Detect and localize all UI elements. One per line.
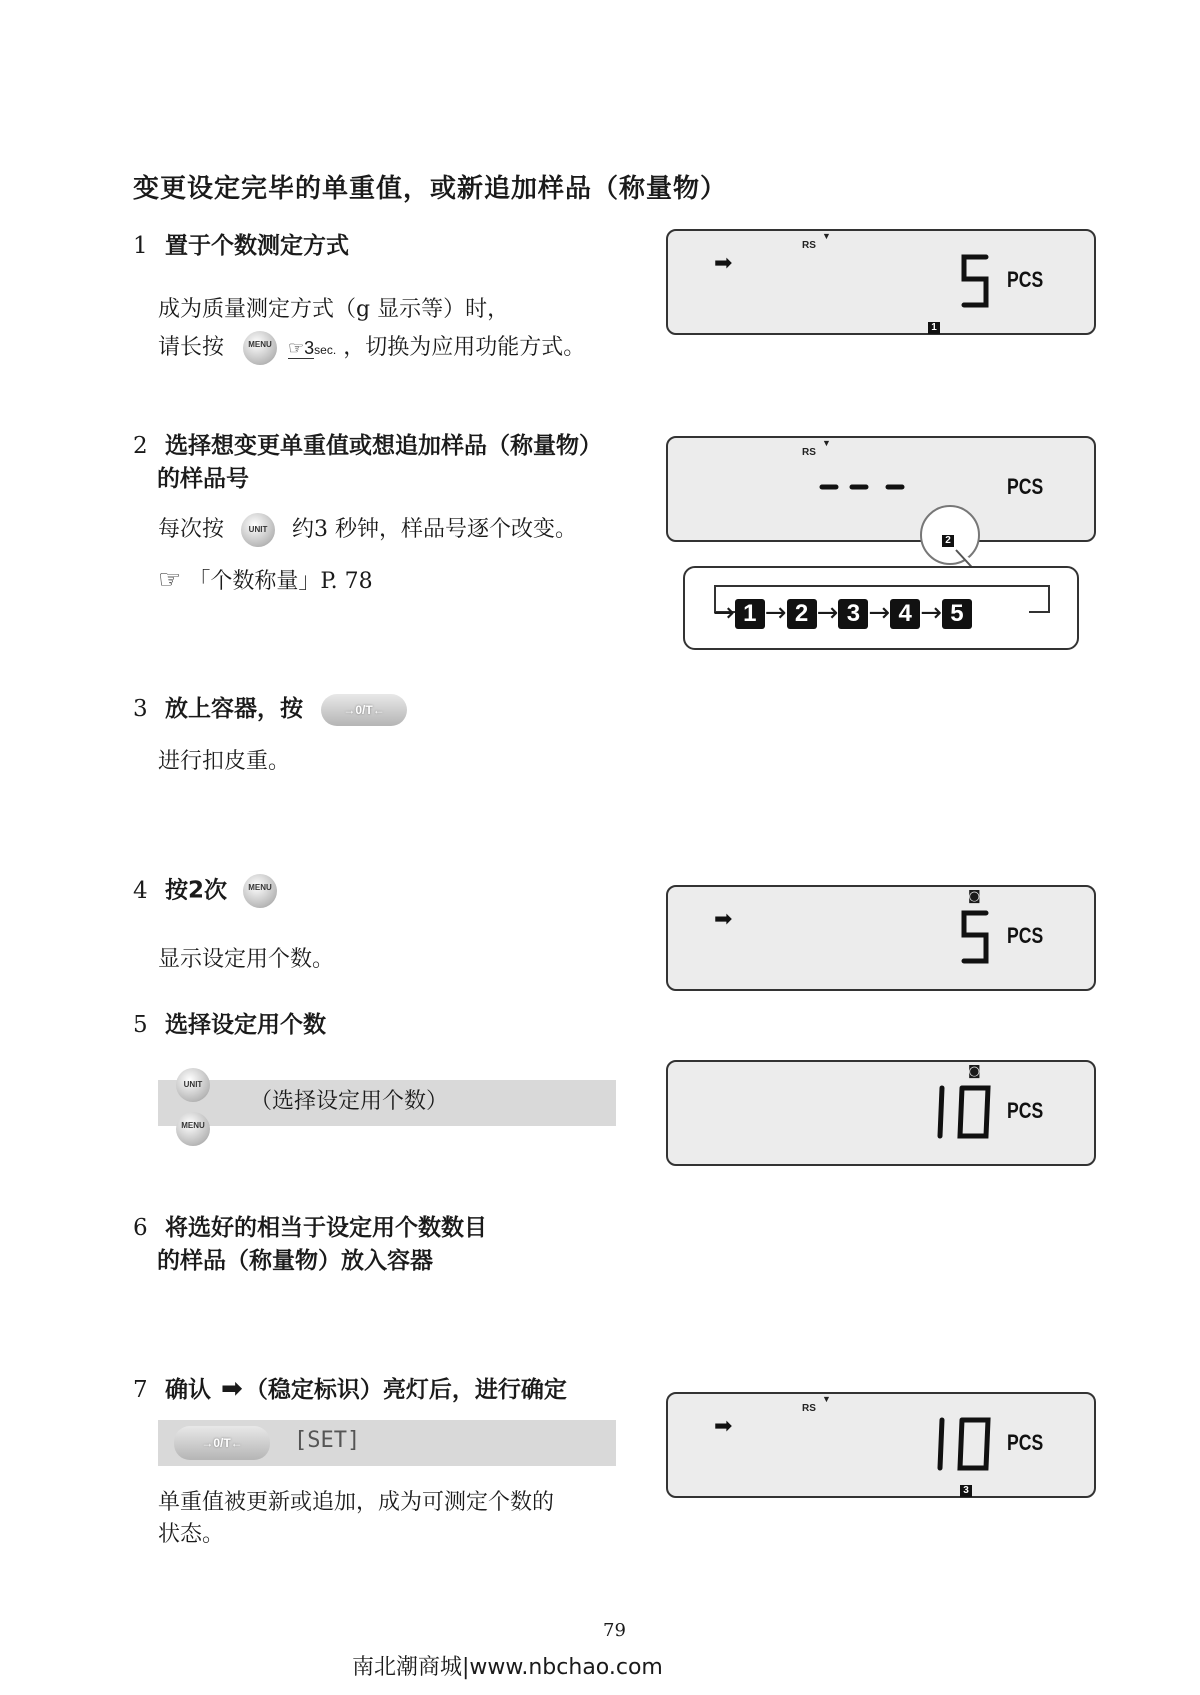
stable-arrow-icon: ➡ bbox=[221, 1374, 243, 1404]
step-title: 选择设定用个数 bbox=[165, 1012, 327, 1038]
step-2-text-1b: 约3 秒钟，样品号逐个改变。 bbox=[292, 517, 578, 542]
stable-arrow-icon: ➡ bbox=[714, 251, 733, 276]
unit-pcs: PCS bbox=[1007, 474, 1044, 499]
step-number: 7 bbox=[133, 1377, 148, 1403]
sample-2-badge: 2 bbox=[787, 599, 817, 629]
menu-label: MENU bbox=[248, 883, 272, 892]
menu-button-icon bbox=[243, 331, 277, 365]
sample-5-badge: 5 bbox=[942, 599, 972, 629]
lcd-display-2 bbox=[666, 436, 1096, 542]
step-7-band bbox=[158, 1420, 616, 1466]
seg-digit-5 bbox=[958, 253, 992, 309]
seg-digits-10 bbox=[934, 1084, 994, 1142]
dashes-display bbox=[818, 482, 918, 492]
step-3-heading bbox=[133, 693, 407, 726]
unit-pcs: PCS bbox=[1007, 267, 1044, 292]
step-1-text-2b: ，切换为应用功能方式。 bbox=[343, 335, 586, 360]
hold-unit: sec. bbox=[314, 343, 337, 357]
step-5-band-text: （选择设定用个数） bbox=[250, 1089, 449, 1114]
unit-pcs: PCS bbox=[1007, 1098, 1044, 1123]
rs-indicator: ▼ RS bbox=[802, 231, 831, 251]
step-number: 5 bbox=[133, 1012, 148, 1038]
unit-label: UNIT bbox=[248, 525, 268, 534]
menu-button-icon bbox=[176, 1112, 210, 1146]
hold-seconds: ☞3 bbox=[288, 338, 315, 358]
seg-digit-5 bbox=[958, 909, 992, 965]
menu-label: MENU bbox=[248, 340, 272, 349]
tare-button-icon: →0/T← bbox=[174, 1426, 270, 1460]
step-7-text-2: 状态。 bbox=[158, 1522, 225, 1547]
sample-3-badge: 3 bbox=[838, 599, 868, 629]
page-title: 变更设定完毕的单重值，或新追加样品（称量物） bbox=[133, 174, 728, 204]
step-title-line2: 的样品（称量物）放入容器 bbox=[157, 1248, 433, 1274]
hold-value: 3 bbox=[304, 338, 315, 358]
lcd-display-7 bbox=[666, 1392, 1096, 1498]
step-title-b: （稳定标识）亮灯后，进行确定 bbox=[244, 1377, 567, 1403]
step-1-text-2a: 请长按 bbox=[158, 335, 225, 360]
unit-label: UNIT bbox=[183, 1080, 203, 1089]
step-1-heading bbox=[133, 230, 349, 263]
step-7-heading bbox=[133, 1373, 567, 1407]
step-title-a: 确认 bbox=[165, 1377, 212, 1403]
menu-button-icon bbox=[243, 874, 277, 908]
sample-1-badge: 1 bbox=[735, 599, 765, 629]
step-2-text-1a: 每次按 bbox=[158, 517, 225, 542]
step-title-line2: 的样品号 bbox=[157, 466, 249, 492]
step-number: 2 bbox=[133, 433, 148, 459]
step-title: 放上容器，按 bbox=[165, 696, 304, 722]
footer-site: 南北潮商城|www.nbchao.com bbox=[352, 1655, 663, 1680]
step-number: 4 bbox=[133, 877, 148, 904]
step-5-heading bbox=[133, 1009, 326, 1042]
step-title-line1: 将选好的相当于设定用个数数目 bbox=[165, 1215, 488, 1241]
step-2-text-1 bbox=[158, 512, 577, 548]
step-5-band bbox=[158, 1080, 616, 1126]
step-title-line1: 选择想变更单重值或想追加样品（称量物） bbox=[165, 433, 603, 459]
reference-text: 「个数称量」P. 78 bbox=[188, 569, 373, 594]
rs-indicator: ▼ RS bbox=[802, 1394, 831, 1414]
setting-mark-icon: ◙ bbox=[968, 889, 981, 904]
sample-number-indicator: 1 bbox=[928, 315, 940, 334]
menu-label: MENU bbox=[181, 1121, 205, 1130]
unit-button-icon bbox=[241, 513, 275, 547]
step-title: 置于个数测定方式 bbox=[165, 233, 350, 259]
cycle-sequence: → 1 → 2 → 3 → 4 → 5 bbox=[713, 598, 972, 629]
step-6-heading bbox=[133, 1212, 487, 1278]
step-1-text-1: 成为质量测定方式（g 显示等）时， bbox=[158, 297, 510, 322]
step-1-text-2 bbox=[158, 330, 585, 368]
page-number: 79 bbox=[603, 1620, 626, 1641]
unit-button-icon bbox=[176, 1068, 210, 1102]
stable-arrow-icon: ➡ bbox=[714, 1414, 733, 1439]
step-number: 3 bbox=[133, 696, 148, 722]
step-title: 按2次 bbox=[165, 877, 228, 904]
seg-digits-10 bbox=[934, 1416, 994, 1474]
step-number: 1 bbox=[133, 233, 148, 259]
tare-button-icon: →0/T← bbox=[321, 694, 407, 726]
lcd-display-1 bbox=[666, 229, 1096, 335]
sample-number-indicator: 2 bbox=[942, 528, 954, 547]
step-3-text: 进行扣皮重。 bbox=[158, 749, 291, 774]
set-display-text: [SET] bbox=[294, 1428, 361, 1453]
lcd-display-4 bbox=[666, 885, 1096, 991]
setting-mark-icon: ◙ bbox=[968, 1064, 981, 1079]
unit-pcs: PCS bbox=[1007, 923, 1044, 948]
step-2-reference bbox=[158, 562, 373, 600]
step-number: 6 bbox=[133, 1215, 148, 1241]
rs-indicator: ▼ RS bbox=[802, 438, 831, 458]
sample-cycle-box bbox=[683, 566, 1079, 650]
step-4-heading bbox=[133, 874, 277, 908]
sample-number-indicator: 3 bbox=[960, 1478, 972, 1497]
step-7-text-1: 单重值被更新或追加，成为可测定个数的 bbox=[158, 1490, 555, 1515]
unit-pcs: PCS bbox=[1007, 1430, 1044, 1455]
sample-4-badge: 4 bbox=[890, 599, 920, 629]
pointing-hand-icon: ☞ bbox=[158, 565, 182, 595]
stable-arrow-icon: ➡ bbox=[714, 907, 733, 932]
step-4-text: 显示设定用个数。 bbox=[158, 947, 335, 972]
step-2-heading bbox=[133, 430, 602, 496]
lcd-display-5 bbox=[666, 1060, 1096, 1166]
